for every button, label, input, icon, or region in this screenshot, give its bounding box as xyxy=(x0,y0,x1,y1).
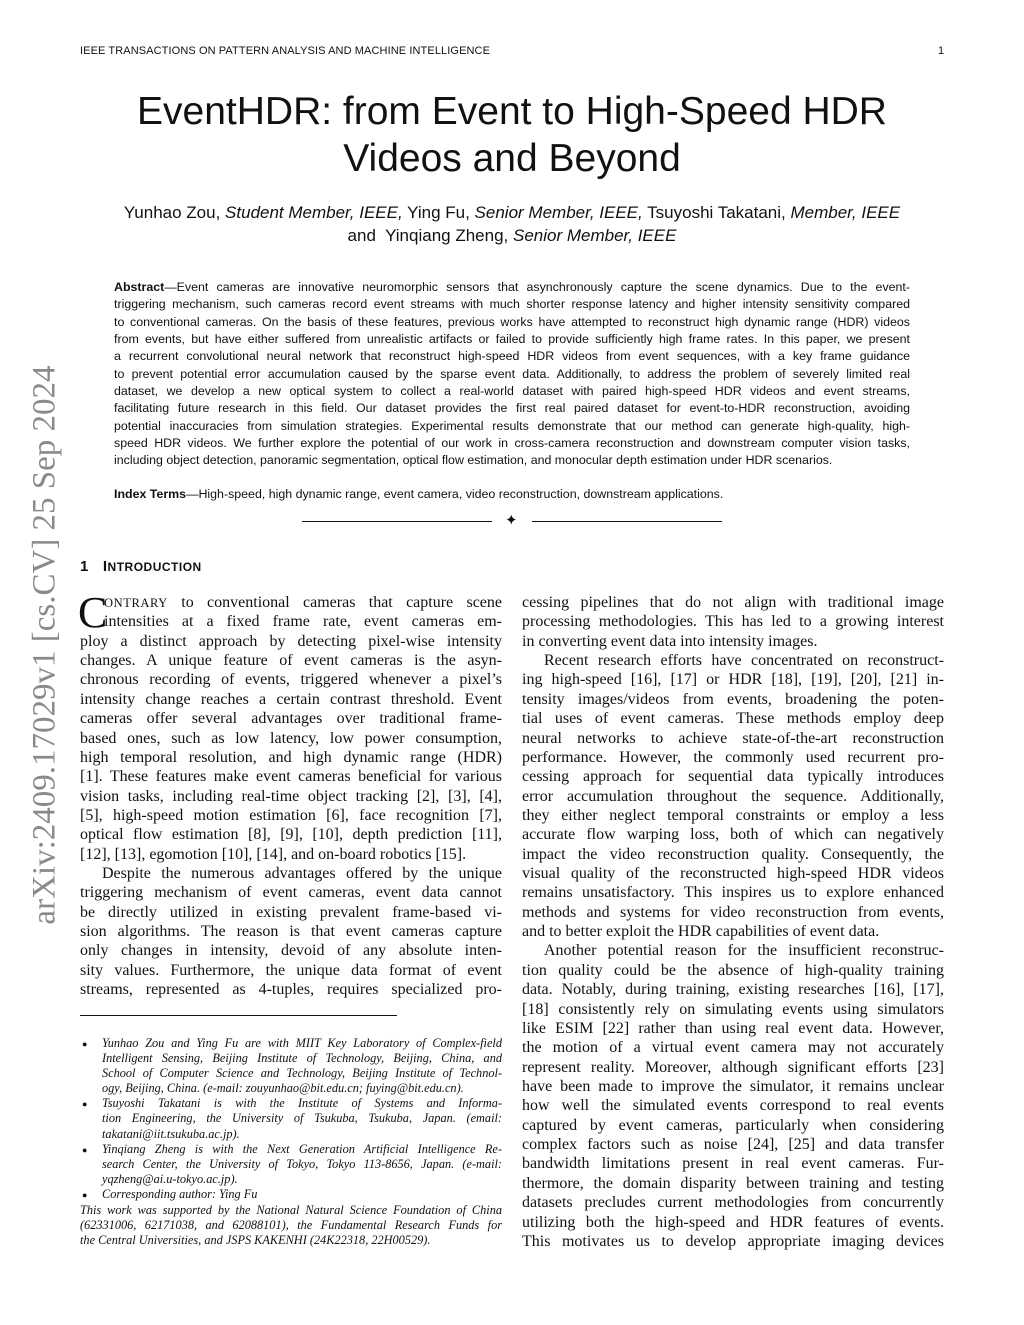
section-first-letter: I xyxy=(102,558,108,575)
text-line: [1]. These features make event cameras beneficial for various xyxy=(80,768,502,786)
drop-cap: C xyxy=(78,588,108,637)
text-line: sity values. Furthermore, the unique data format of event xyxy=(80,961,502,979)
section-title-rest: NTRODUCTION xyxy=(107,560,202,574)
author-and: and xyxy=(347,226,376,245)
abstract-line: facilitating future research in this field. Our dataset provides the first real paired dataset for event-to-HDR reconstruction, avoiding xyxy=(114,401,910,416)
text-line: streams, represented as 4-tuples, requires specialized pro- xyxy=(80,981,502,999)
right-column xyxy=(522,593,944,1251)
footnote-line: takatani@iit.tsukuba.ac.jp). xyxy=(102,1126,240,1141)
footnote-line: Yinqiang Zheng is with the Next Generation Artificial Intelligence Re- xyxy=(102,1141,502,1156)
abstract-label: Abstract xyxy=(114,280,165,294)
text-line: represent reality. Moreover, although significant efforts [23] xyxy=(522,1058,944,1076)
text-line: sion algorithms. The reason is that event cameras capture xyxy=(80,923,502,941)
text-line: and to better exploit the HDR capabilities of event data. xyxy=(522,923,880,941)
text-line: [18] consistently rely on simulating events using simulators xyxy=(522,1000,944,1018)
footnote-line: ogy, Beijing, China. (e-mail: zouyunhao@bit.edu.cn; fuying@bit.edu.cn). xyxy=(102,1081,464,1096)
title-line: Videos and Beyond xyxy=(343,137,681,180)
text-line: optical flow estimation [8], [9], [10], depth prediction [11], xyxy=(80,826,502,844)
text-line: have been made to improve the simulator, it remains unclear xyxy=(522,1077,944,1095)
text-line: visual quality of the reconstructed high-speed HDR videos xyxy=(522,865,944,883)
paragraph xyxy=(522,593,944,651)
text-line: tensity images/videos from events, broadening the poten- xyxy=(522,690,944,708)
abstract-line: dataset, we develop a new optical system to collect a real-world dataset with paired high-speed HDR videos and event streams, xyxy=(114,384,910,399)
index-terms-text: —High-speed, high dynamic range, event camera, video reconstruction, downstream applications. xyxy=(186,487,724,501)
text-line: remains unsatisfactory. This inspires us to explore enhanced xyxy=(522,884,944,902)
funding-line: (62331006, 62171038, and 62088101), the Fundamental Research Funds for xyxy=(80,1218,502,1233)
author-name: Ying Fu, xyxy=(407,203,470,222)
funding-line: This work was supported by the National Natural Science Foundation of China xyxy=(80,1203,502,1217)
footnote-line: tion Engineering, the University of Tsukuba, Tsukuba, Japan. (email: xyxy=(102,1111,502,1126)
funding-note xyxy=(80,1203,502,1248)
divider-right xyxy=(532,521,722,522)
author-role: Student Member, IEEE, xyxy=(225,203,403,222)
paragraph xyxy=(78,588,502,864)
abstract-line: from events, but have either suffered from unrealistic artifacts or failed to provide sufficiently high frame rates. In this paper, we present xyxy=(114,332,910,347)
text-line: processing methodologies. This has led to a growing interest xyxy=(522,613,944,631)
footnote-rule xyxy=(80,1015,397,1016)
text-line: bandwidth limitations present in real event cameras. Fur- xyxy=(522,1155,944,1173)
text-line: like ESIM [22] rather than using real event data. However, xyxy=(522,1019,944,1037)
footnote-item xyxy=(80,1096,502,1141)
text-line: how well the simulated events correspond to real events xyxy=(522,1097,944,1115)
bullet-icon: ● xyxy=(82,1189,88,1200)
text-line: tion quality could be the absence of high-quality training xyxy=(522,961,944,979)
bullet-icon: ● xyxy=(82,1099,88,1110)
text-line: in converting event data into intensity images. xyxy=(522,632,818,650)
paragraph xyxy=(80,864,502,1000)
author-name: Tsuyoshi Takatani, xyxy=(647,203,786,222)
footnote-line: search Center, the University of Tokyo, Tokyo 113-8656, Japan. (e-mail: xyxy=(102,1156,502,1171)
abstract-line: potential inaccuracies from simulation strategies. Experimental results demonstrate that our method can generate high-quality, high- xyxy=(114,418,910,433)
paragraph xyxy=(522,651,944,941)
abstract-line: a recurrent convolutional neural network that reconstruct high-speed HDR videos from event sequences, with a key frame guidance xyxy=(114,349,910,364)
footnote-line: School of Computer Science and Technology, Beijing Institute of Technol- xyxy=(102,1066,502,1081)
text-line: captured by event cameras, particularly when considering xyxy=(522,1116,944,1134)
abstract xyxy=(114,279,910,470)
index-terms xyxy=(114,487,723,501)
footnotes xyxy=(80,1036,502,1202)
footnote-line: Tsuyoshi Takatani is with the Institute of Systems and Informa- xyxy=(102,1096,502,1111)
text-line: intensity change reaches a certain contrast threshold. Event xyxy=(80,690,502,708)
line-text: to conventional cameras that capture scene xyxy=(167,594,502,611)
section-heading xyxy=(80,558,202,575)
abstract-line: speed HDR videos. We further explore the potential of our work in cross-camera reconstruction and downstream computer vision tasks, xyxy=(114,436,910,451)
footnote-line: yqzheng@ai.u-tokyo.ac.jp). xyxy=(102,1171,238,1186)
text-line: datasets precludes current methodologies from concurrently xyxy=(522,1194,944,1212)
footnote-item xyxy=(80,1142,502,1187)
text-line: tial uses of event cameras. These methods employ deep xyxy=(522,710,944,728)
text-line: [12], [13], egomotion [10], [14], and on-board robotics [15]. xyxy=(80,845,467,863)
funding-line: the Central Universities, and JSPS KAKENHI (24K22318, 22H00529). xyxy=(80,1233,431,1248)
index-terms-label: Index Terms xyxy=(114,487,187,501)
footnote-line: Intelligent Sensing, Beijing Institute of Technology, Beijing, China, and xyxy=(102,1051,502,1066)
text-line: changes. A unique feature of event cameras is the asyn- xyxy=(80,652,502,670)
page-number: 1 xyxy=(938,45,945,57)
footnote-item xyxy=(80,1187,502,1202)
text-line: methods and systems for video reconstruction from events, xyxy=(522,903,944,921)
text-line: the motion of a virtual event camera may not accurately xyxy=(522,1039,944,1057)
left-column xyxy=(78,588,502,1000)
author-role: Senior Member, IEEE, xyxy=(474,203,643,222)
text-line: [5], high-speed motion estimation [6], face recognition [7], xyxy=(80,806,502,824)
text-line: Despite the numerous advantages offered by the unique xyxy=(102,865,502,883)
text-line: based ones, such as low latency, low power consumption, xyxy=(80,729,502,747)
title-line: EventHDR: from Event to High-Speed HDR xyxy=(137,90,887,133)
text-line: neural networks to achieve state-of-the-art reconstruction xyxy=(522,729,944,747)
paragraph xyxy=(522,941,944,1251)
arxiv-stamp: arXiv:2409.17029v1 [cs.CV] 25 Sep 2024 xyxy=(26,365,63,925)
text-line: This motivates us to develop appropriate imaging devices xyxy=(522,1232,944,1250)
text-line: intensities at a fixed frame rate, event cameras em- xyxy=(104,613,502,631)
abstract-line: triggering mechanism, such cameras record event streams with much shorter response latency and higher intensity sensitivity compared xyxy=(114,297,910,312)
author-list xyxy=(0,201,1024,247)
text-line: utilizing both the high-speed and HDR features of events. xyxy=(522,1213,944,1231)
text-line: error accumulation throughout the sequence. Additionally, xyxy=(522,787,944,805)
bullet-icon: ● xyxy=(82,1039,88,1049)
abstract-line: to prevent potential error accumulation caused by the sparse event data. Additionally, to address the problem of severely limited real xyxy=(114,366,910,381)
text-line: ing high-speed [16], [17] or HDR [18], [19], [20], [21] in- xyxy=(522,671,944,689)
abstract-line: to conventional cameras. On the basis of these features, previous works have attempted to reconstruct high dynamic range (HDR) videos xyxy=(114,314,910,329)
divider-left xyxy=(302,521,492,522)
paper-title xyxy=(0,88,1024,182)
text-line: accurate flow warping loss, both of which can negatively xyxy=(522,826,944,844)
footnote-line: Yunhao Zou and Ying Fu are with MIIT Key Laboratory of Complex-field xyxy=(102,1036,502,1050)
text-line: cessing pipelines that do not align with traditional image xyxy=(522,594,944,611)
abstract-text: —Event cameras are innovative neuromorphic sensors that asynchronously capture the scene dynamics. Due to the event- xyxy=(164,280,910,294)
text-line: Another potential reason for the insufficient reconstruc- xyxy=(544,942,944,960)
text-line: complex factors such as noise [24], [25] and data transfer xyxy=(522,1136,944,1154)
text-line: Recent research efforts have concentrated on reconstruct- xyxy=(544,652,944,670)
text-line: cessing approach for sequential data typically introduces xyxy=(522,768,944,786)
text-line: high temporal resolution, and high dynamic range (HDR) xyxy=(80,748,502,766)
text-line: they either neglect temporal constraints or employ a less xyxy=(522,806,944,824)
text-line: triggering mechanism of event cameras, event data cannot xyxy=(80,884,502,902)
footnote-item xyxy=(80,1036,502,1096)
text-line: vision tasks, including real-time object tracking [2], [3], [4], xyxy=(80,787,502,805)
bullet-icon: ● xyxy=(82,1144,88,1155)
text-line: data. Notably, during training, existing researches [16], [17], xyxy=(522,981,944,999)
text-line: performance. However, the commonly used recurrent pro- xyxy=(522,748,944,766)
text-line: cameras offer several advantages over traditional frame- xyxy=(80,710,502,728)
text-line: be directly utilized in existing prevalent frame-based vi- xyxy=(80,903,502,921)
text-line: ploy a distinct approach by detecting pixel-wise intensity xyxy=(80,632,502,650)
text-line: impact the video reconstruction quality. Consequently, the xyxy=(522,845,944,863)
small-caps-word: ONTRARY xyxy=(104,596,168,610)
divider-diamond-icon: ✦ xyxy=(505,513,518,529)
text-line: chronous recording of events, triggered whenever a pixel’s xyxy=(80,671,502,689)
abstract-line: including object detection, panoramic segmentation, optical flow estimation, and monocular depth estimation under HDR scenarios. xyxy=(114,453,833,468)
footnote-line: Corresponding author: Ying Fu xyxy=(102,1186,258,1201)
author-role: Member, IEEE xyxy=(790,203,901,222)
author-name: Yunhao Zou, xyxy=(123,203,221,222)
abstract-line xyxy=(114,279,910,296)
text-line: thermore, the domain disparity between training and testing xyxy=(522,1174,944,1192)
running-header: IEEE TRANSACTIONS ON PATTERN ANALYSIS AND MACHINE INTELLIGENCE xyxy=(80,45,491,57)
text-line: only changes in intensity, devoid of any absolute inten- xyxy=(80,942,502,960)
section-number: 1 xyxy=(80,558,89,575)
author-role: Senior Member, IEEE xyxy=(512,226,677,245)
author-name: Yinqiang Zheng, xyxy=(385,226,509,245)
